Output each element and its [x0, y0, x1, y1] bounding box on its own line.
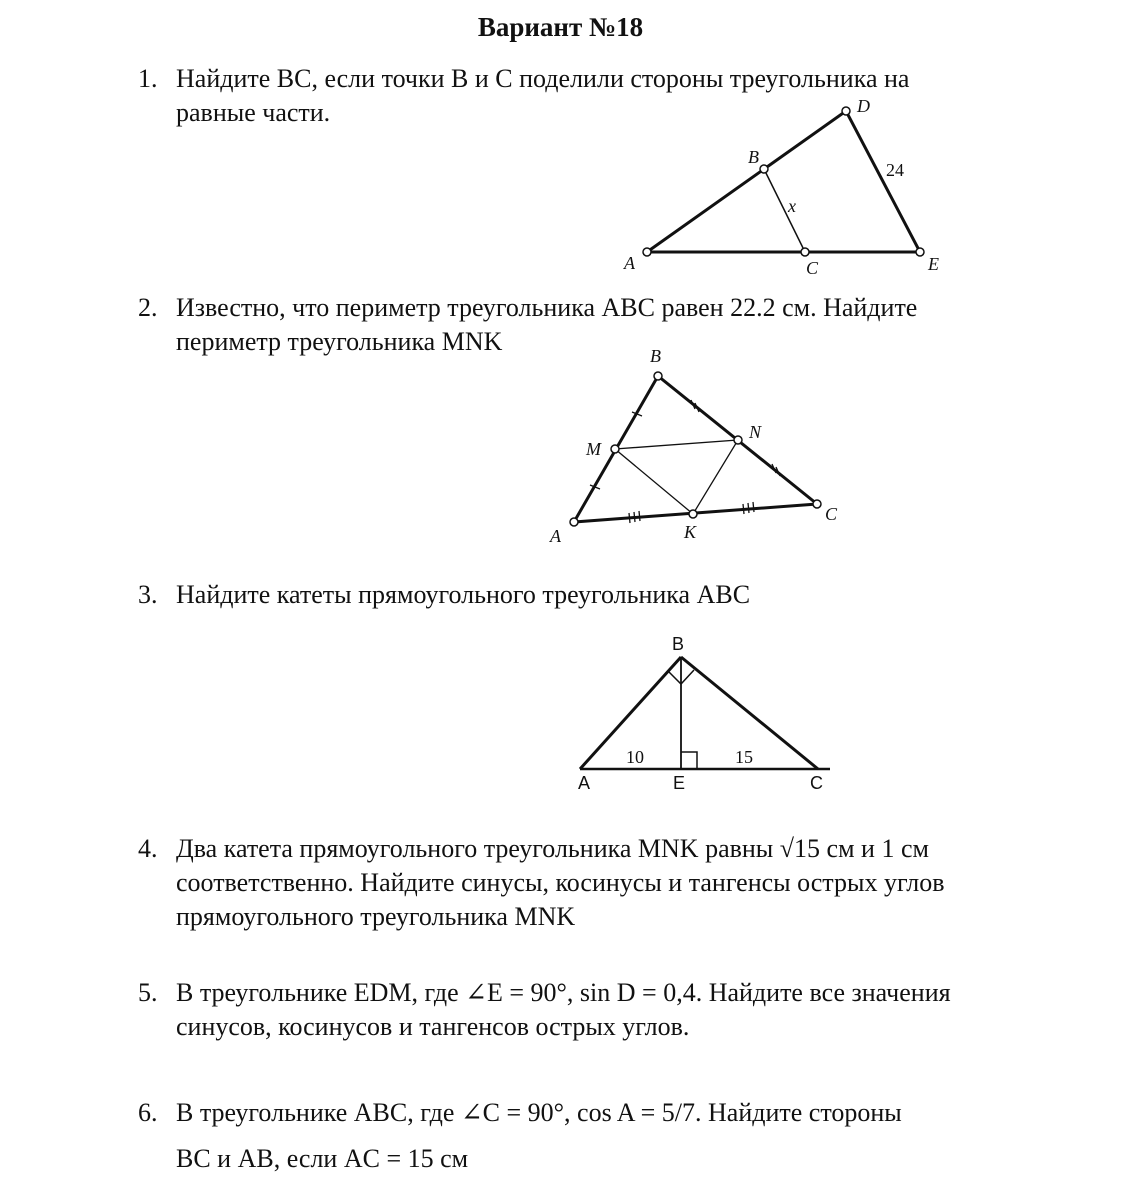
label-side-length: 24 — [886, 160, 904, 180]
label-n: N — [749, 422, 762, 442]
figure-2-midline-triangle — [540, 340, 860, 555]
problem-3 — [138, 578, 1078, 612]
problem-number: 4. — [138, 834, 158, 863]
problem-number: 2. — [138, 293, 158, 322]
problem-number: 5. — [138, 978, 158, 1007]
problem-6 — [138, 1090, 1078, 1182]
label-a: A — [624, 253, 635, 273]
problem-text-line: периметр треугольника MNK — [176, 327, 503, 356]
figure-1-triangle — [610, 90, 960, 285]
label-k: K — [684, 522, 697, 542]
label-b: B — [672, 634, 685, 654]
problem-text-line: В треугольнике ABC, где ∠C = 90°, cos A = 5/7. Найдите стороны — [176, 1098, 902, 1127]
label-segment-ec: 15 — [735, 747, 753, 767]
problem-text-line: В треугольнике EDM, где ∠E = 90°, sin D = 0,4. Найдите все значения — [176, 978, 951, 1007]
label-b: B — [748, 147, 759, 167]
problem-text-line: Известно, что периметр треугольника ABC равен 22.2 см. Найдите — [176, 293, 918, 322]
problem-text-line: Найдите катеты прямоугольного треугольника ABC — [176, 580, 751, 609]
problem-text-line: синусов, косинусов и тангенсов острых углов. — [176, 1012, 690, 1041]
problem-text-line: BC и AB, если AC = 15 см — [176, 1144, 469, 1173]
label-c: C — [825, 504, 838, 524]
label-d: D — [857, 96, 870, 116]
problem-text-line: Два катета прямоугольного треугольника MNK равны √15 см и 1 см — [176, 834, 929, 863]
label-a: A — [550, 526, 561, 546]
problem-text-line: прямоугольного треугольника MNK — [176, 902, 576, 931]
problem-number: 1. — [138, 64, 158, 93]
label-c: C — [810, 773, 823, 793]
label-e: E — [673, 773, 686, 793]
problem-text-line: Найдите BC, если точки B и C поделили стороны треугольника на — [176, 64, 910, 93]
label-b: B — [650, 346, 661, 366]
label-unknown-x: x — [788, 196, 796, 216]
worksheet-title: Вариант №18 — [477, 12, 644, 42]
figure-3-right-triangle — [570, 628, 840, 798]
problem-4 — [138, 832, 1078, 934]
label-e: E — [928, 254, 939, 274]
problem-number: 3. — [138, 580, 158, 609]
label-segment-ae: 10 — [626, 747, 644, 767]
label-m: M — [586, 439, 601, 459]
label-c: C — [806, 258, 819, 278]
problem-5 — [138, 976, 1078, 1044]
problem-text-line: соответственно. Найдите синусы, косинусы и тангенсы острых углов — [176, 868, 945, 897]
problem-number: 6. — [138, 1098, 158, 1127]
problem-text-line: равные части. — [176, 98, 331, 127]
label-a: A — [578, 773, 591, 793]
